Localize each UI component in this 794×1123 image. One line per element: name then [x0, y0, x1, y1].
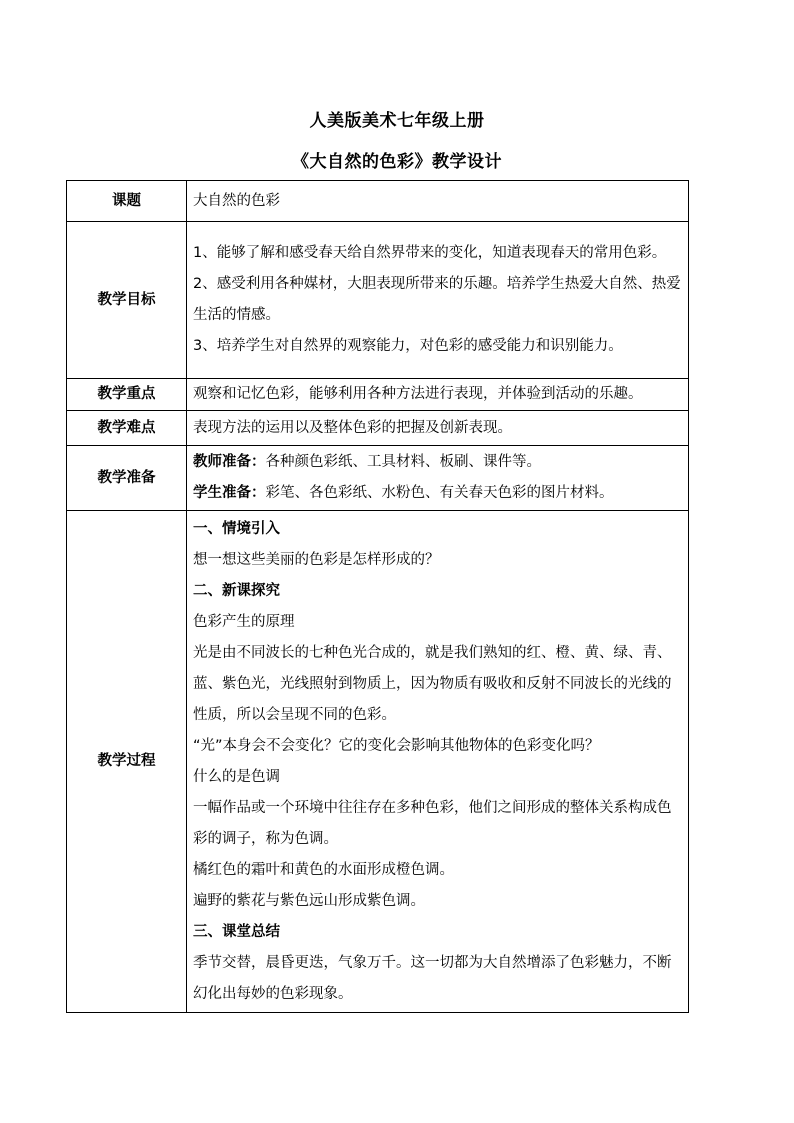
- topic-label: 课题: [67, 181, 187, 222]
- process-content: [187, 511, 689, 1013]
- document-title-line1: 人美版美术七年级上册: [309, 111, 485, 131]
- goal-item: 1、能够了解和感受春天给自然界带来的变化，知道表现春天的常用色彩。: [193, 245, 667, 261]
- section1-text: 想一想这些美丽的色彩是怎样形成的？: [193, 551, 440, 568]
- section2-paragraph-tone: 一幅作品或一个环境中往往存在多种色彩，他们之间形成的整体关系构成色彩的调子，称为色调。: [193, 799, 672, 847]
- section3-heading: 三、课堂总结: [193, 923, 280, 940]
- goals-content: [187, 222, 689, 379]
- table-row-goals: [67, 222, 689, 379]
- lesson-plan-table: [66, 180, 689, 1013]
- section3-text: 季节交替，晨昏更迭，气象万千。这一切都为大自然增添了色彩魅力，不断幻化出每妙的色彩现象。: [193, 954, 672, 1002]
- goal-item: 3、培养学生对自然界的观察能力，对色彩的感受能力和识别能力。: [193, 338, 623, 354]
- table-row-process: [67, 511, 689, 1013]
- section2-paragraph-question: “光”本身会不会变化？它的变化会影响其他物体的色彩变化吗？: [193, 737, 600, 754]
- table-row-topic: [67, 181, 689, 222]
- difficulties-label: 教学难点: [67, 411, 187, 446]
- process-label: 教学过程: [67, 511, 187, 1013]
- section2-heading: 二、新课探究: [193, 582, 280, 599]
- student-preparation: [193, 478, 682, 509]
- section2-paragraph-orange: 橘红色的霜叶和黄色的水面形成橙色调。: [193, 861, 454, 878]
- table-row-key-points: [67, 379, 689, 411]
- section2-subheading-principle: 色彩产生的原理: [193, 613, 295, 630]
- table-row-preparation: [67, 446, 689, 511]
- preparation-label: 教学准备: [67, 446, 187, 511]
- difficulties-value: 表现方法的运用以及整体色彩的把握及创新表现。: [187, 411, 689, 446]
- teacher-preparation-value: 各种颜色彩纸、工具材料、板刷、课件等。: [265, 454, 541, 470]
- section2-paragraph-light: 光是由不同波长的七种色光合成的，就是我们熟知的红、橙、黄、绿、青、蓝、紫色光，光线照射到物质上，因为物质有吸收和反射不同波长的光线的性质，所以会呈现不同的色彩。: [193, 644, 672, 723]
- student-preparation-label: 学生准备：: [193, 485, 266, 501]
- student-preparation-value: 彩笔、各色彩纸、水粉色、有关春天色彩的图片材料。: [265, 485, 614, 501]
- goal-item: 2、感受利用各种媒材，大胆表现所带来的乐趣。培养学生热爱大自然、热爱生活的情感。: [193, 276, 681, 323]
- key-points-value: 观察和记忆色彩，能够利用各种方法进行表现，并体验到活动的乐趣。: [187, 379, 689, 411]
- topic-value: 大自然的色彩: [187, 181, 689, 222]
- document-title-line2: 《大自然的色彩》教学设计: [292, 152, 502, 172]
- teacher-preparation-label: 教师准备：: [193, 454, 266, 470]
- table-row-difficulties: [67, 411, 689, 446]
- section1-heading: 一、情境引入: [193, 520, 280, 537]
- section2-paragraph-purple: 遍野的紫花与紫色远山形成紫色调。: [193, 892, 425, 909]
- section2-subheading-tone: 什么的是色调: [193, 768, 280, 785]
- goals-label: 教学目标: [67, 222, 187, 379]
- teacher-preparation: [193, 447, 682, 478]
- key-points-label: 教学重点: [67, 379, 187, 411]
- preparation-content: [187, 446, 689, 511]
